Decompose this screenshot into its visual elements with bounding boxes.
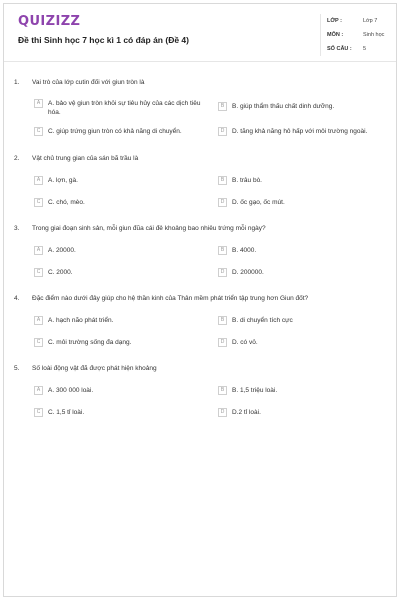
quizizz-logo: QUIZIZZ (18, 14, 81, 29)
question-number: 3. (14, 225, 20, 232)
meta-box (320, 14, 394, 56)
q1-option-c[interactable] (34, 128, 204, 137)
option-letter-box: D (218, 127, 227, 136)
option-text: A. 300 000 loài. (48, 387, 94, 394)
q5-option-c[interactable] (34, 409, 204, 418)
question-number: 2. (14, 155, 20, 162)
option-letter-box: B (218, 102, 227, 111)
q4-option-b[interactable] (218, 317, 388, 326)
q4-option-c[interactable] (34, 339, 204, 348)
meta-label: SỐ CÂU : (327, 46, 352, 52)
option-letter-box: B (218, 386, 227, 395)
q4-option-d[interactable] (218, 339, 388, 348)
meta-row-subject (327, 28, 394, 42)
option-text: D. có vỏ. (232, 339, 258, 346)
option-text: D. tăng khả năng hô hấp với môi trường ngoài. (232, 128, 368, 135)
q3-option-d[interactable] (218, 269, 388, 278)
option-text: C. 1,5 tỉ loài. (48, 409, 85, 416)
option-text: B. giúp thẩm thấu chất dinh dưỡng. (232, 103, 335, 110)
option-text: D.2 tỉ loài. (232, 409, 261, 416)
q3-option-a[interactable] (34, 247, 204, 256)
option-letter-box: A (34, 176, 43, 185)
option-letter-box: C (34, 198, 43, 207)
option-text: B. 4000. (232, 247, 257, 254)
option-text: C. môi trường sống đa dạng. (48, 339, 132, 346)
option-text: B. di chuyển tích cực (232, 317, 293, 324)
q2-option-d[interactable] (218, 199, 388, 208)
option-letter-box: B (218, 316, 227, 325)
option-letter-box: D (218, 198, 227, 207)
worksheet-title: Đề thi Sinh học 7 học kì 1 có đáp án (Đề 4) (18, 35, 189, 45)
question-number: 5. (14, 365, 20, 372)
option-text: A. hạch não phát triển. (48, 317, 114, 324)
question-text: Trong giai đoạn sinh sản, mỗi giun đũa cái đẻ khoảng bao nhiêu trứng mỗi ngày? (32, 225, 266, 232)
option-text: C. chó, mèo. (48, 199, 85, 206)
meta-label: LỚP : (327, 18, 342, 24)
meta-row-class (327, 14, 394, 28)
q4-option-a[interactable] (34, 317, 204, 326)
option-letter-box: D (218, 268, 227, 277)
option-letter-box: C (34, 268, 43, 277)
q5-option-a[interactable] (34, 387, 204, 396)
option-letter-box: D (218, 338, 227, 347)
q2-option-c[interactable] (34, 199, 204, 208)
meta-value: Sinh học (363, 32, 385, 38)
question-number: 1. (14, 79, 20, 86)
option-letter-box: D (218, 408, 227, 417)
q1-option-a[interactable] (34, 100, 204, 117)
meta-row-count (327, 42, 394, 56)
option-letter-box: A (34, 246, 43, 255)
question-text: Vai trò của lớp cutin đối với giun tròn là (32, 79, 145, 86)
option-text: D. ốc gạo, ốc mút. (232, 199, 285, 206)
meta-label: MÔN : (327, 32, 344, 38)
question-text: Số loài động vật đã được phát hiện khoảng (32, 365, 157, 372)
q2-option-b[interactable] (218, 177, 388, 186)
question-number: 4. (14, 295, 20, 302)
question-text: Vật chủ trung gian của sán bã trầu là (32, 155, 139, 162)
option-letter-box: A (34, 316, 43, 325)
option-text: C. 2000. (48, 269, 73, 276)
option-text: A. 20000. (48, 247, 76, 254)
meta-value: Lớp 7 (363, 18, 378, 24)
worksheet-header (4, 4, 396, 62)
option-text: C. giúp trứng giun tròn có khả năng di chuyển. (48, 128, 182, 135)
option-letter-box: C (34, 338, 43, 347)
option-text: B. trâu bò. (232, 177, 262, 184)
meta-value: 5 (363, 46, 367, 52)
question-text: Đặc điểm nào dưới đây giúp cho hệ thần kinh của Thân mềm phát triển tập trung hơn Giun đốt? (32, 295, 309, 302)
option-letter-box: B (218, 176, 227, 185)
q1-option-d[interactable] (218, 128, 388, 137)
q5-option-b[interactable] (218, 387, 388, 396)
option-letter-box: C (34, 408, 43, 417)
q3-option-c[interactable] (34, 269, 204, 278)
option-letter-box: C (34, 127, 43, 136)
q5-option-d[interactable] (218, 409, 388, 418)
q1-option-b[interactable] (218, 103, 388, 112)
option-text: A. lợn, gà. (48, 177, 78, 184)
q3-option-b[interactable] (218, 247, 388, 256)
q2-option-a[interactable] (34, 177, 204, 186)
option-letter-box: A (34, 386, 43, 395)
option-text: B. 1,5 triệu loài. (232, 387, 278, 394)
option-letter-box: A (34, 99, 43, 108)
option-text: D. 200000. (232, 269, 264, 276)
option-text: A. bảo vệ giun tròn khỏi sự tiêu hủy của các dịch tiêu hóa. (48, 100, 201, 116)
option-letter-box: B (218, 246, 227, 255)
